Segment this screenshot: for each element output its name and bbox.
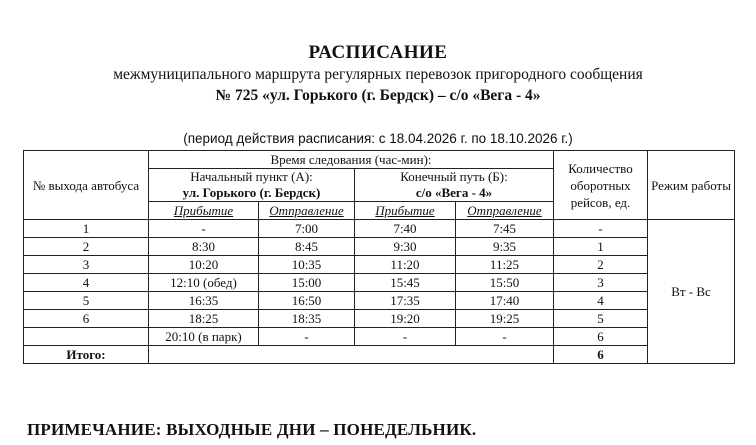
start-departure-cell: - (259, 328, 355, 346)
header-operating-mode: Режим работы (648, 151, 735, 220)
end-departure-cell: 17:40 (456, 292, 554, 310)
start-arrival-cell: 16:35 (149, 292, 259, 310)
operating-mode-value: Вт - Вс (648, 220, 735, 364)
end-arrival-cell: - (355, 328, 456, 346)
end-arrival-cell: 19:20 (355, 310, 456, 328)
end-arrival-cell: 15:45 (355, 274, 456, 292)
header-end-point (355, 169, 554, 202)
trip-count-cell: 6 (554, 328, 648, 346)
end-point-label: Конечный путь (Б): (400, 169, 508, 184)
start-departure-cell: 18:35 (259, 310, 355, 328)
route-name: № 725 «ул. Горького (г. Бердск) – с/о «Вега - 4» (215, 87, 541, 104)
table-row (24, 328, 735, 346)
trip-count-cell: - (554, 220, 648, 238)
total-empty-cell (149, 346, 554, 364)
end-point-name: с/о «Вега - 4» (415, 185, 493, 200)
start-arrival-cell: 8:30 (149, 238, 259, 256)
table-row (24, 292, 735, 310)
total-value: 6 (554, 346, 648, 364)
header-start-arrival: Прибытие (149, 202, 259, 220)
end-arrival-cell: 7:40 (355, 220, 456, 238)
trip-count-cell: 1 (554, 238, 648, 256)
end-departure-cell: 7:45 (456, 220, 554, 238)
total-row (24, 346, 735, 364)
table-header-row (24, 151, 735, 169)
start-departure-cell: 16:50 (259, 292, 355, 310)
exit-cell (24, 328, 149, 346)
start-arrival-cell: 20:10 (в парк) (149, 328, 259, 346)
start-point-label: Начальный пункт (А): (190, 169, 313, 184)
exit-cell: 5 (24, 292, 149, 310)
header-start-departure: Отправление (259, 202, 355, 220)
trip-count-cell: 3 (554, 274, 648, 292)
start-arrival-cell: 12:10 (обед) (149, 274, 259, 292)
exit-cell: 3 (24, 256, 149, 274)
end-departure-cell: 15:50 (456, 274, 554, 292)
validity-period: (период действия расписания: с 18.04.2026 г. по 18.10.2026 г.) (183, 131, 573, 146)
start-arrival-cell: 10:20 (149, 256, 259, 274)
exit-cell: 1 (24, 220, 149, 238)
header-start-point (149, 169, 355, 202)
header-travel-time: Время следования (час-мин): (149, 151, 554, 169)
table-row (24, 220, 735, 238)
start-departure-cell: 10:35 (259, 256, 355, 274)
document-title: РАСПИСАНИЕ (308, 42, 448, 63)
start-departure-cell: 15:00 (259, 274, 355, 292)
total-label: Итого: (24, 346, 149, 364)
end-departure-cell: 19:25 (456, 310, 554, 328)
exit-cell: 4 (24, 274, 149, 292)
table-row (24, 274, 735, 292)
trip-count-cell: 4 (554, 292, 648, 310)
start-departure-cell: 7:00 (259, 220, 355, 238)
trip-count-cell: 2 (554, 256, 648, 274)
table-row (24, 256, 735, 274)
table-row (24, 310, 735, 328)
exit-cell: 2 (24, 238, 149, 256)
end-departure-cell: 11:25 (456, 256, 554, 274)
header-trip-count: Количество оборотных рейсов, ед. (554, 151, 648, 220)
table-row (24, 238, 735, 256)
start-departure-cell: 8:45 (259, 238, 355, 256)
end-arrival-cell: 9:30 (355, 238, 456, 256)
start-arrival-cell: 18:25 (149, 310, 259, 328)
end-arrival-cell: 17:35 (355, 292, 456, 310)
header-end-departure: Отправление (456, 202, 554, 220)
trip-count-cell: 5 (554, 310, 648, 328)
document-subtitle: межмуниципального маршрута регулярных перевозок пригородного сообщения (113, 66, 643, 83)
header-end-arrival: Прибытие (355, 202, 456, 220)
schedule-table (23, 150, 735, 364)
header-exit-number: № выхода автобуса (24, 151, 149, 220)
exit-cell: 6 (24, 310, 149, 328)
footnote: ПРИМЕЧАНИЕ: ВЫХОДНЫЕ ДНИ – ПОНЕДЕЛЬНИК. (27, 420, 477, 439)
end-arrival-cell: 11:20 (355, 256, 456, 274)
end-departure-cell: 9:35 (456, 238, 554, 256)
end-departure-cell: - (456, 328, 554, 346)
start-point-name: ул. Горького (г. Бердск) (182, 185, 321, 200)
start-arrival-cell: - (149, 220, 259, 238)
